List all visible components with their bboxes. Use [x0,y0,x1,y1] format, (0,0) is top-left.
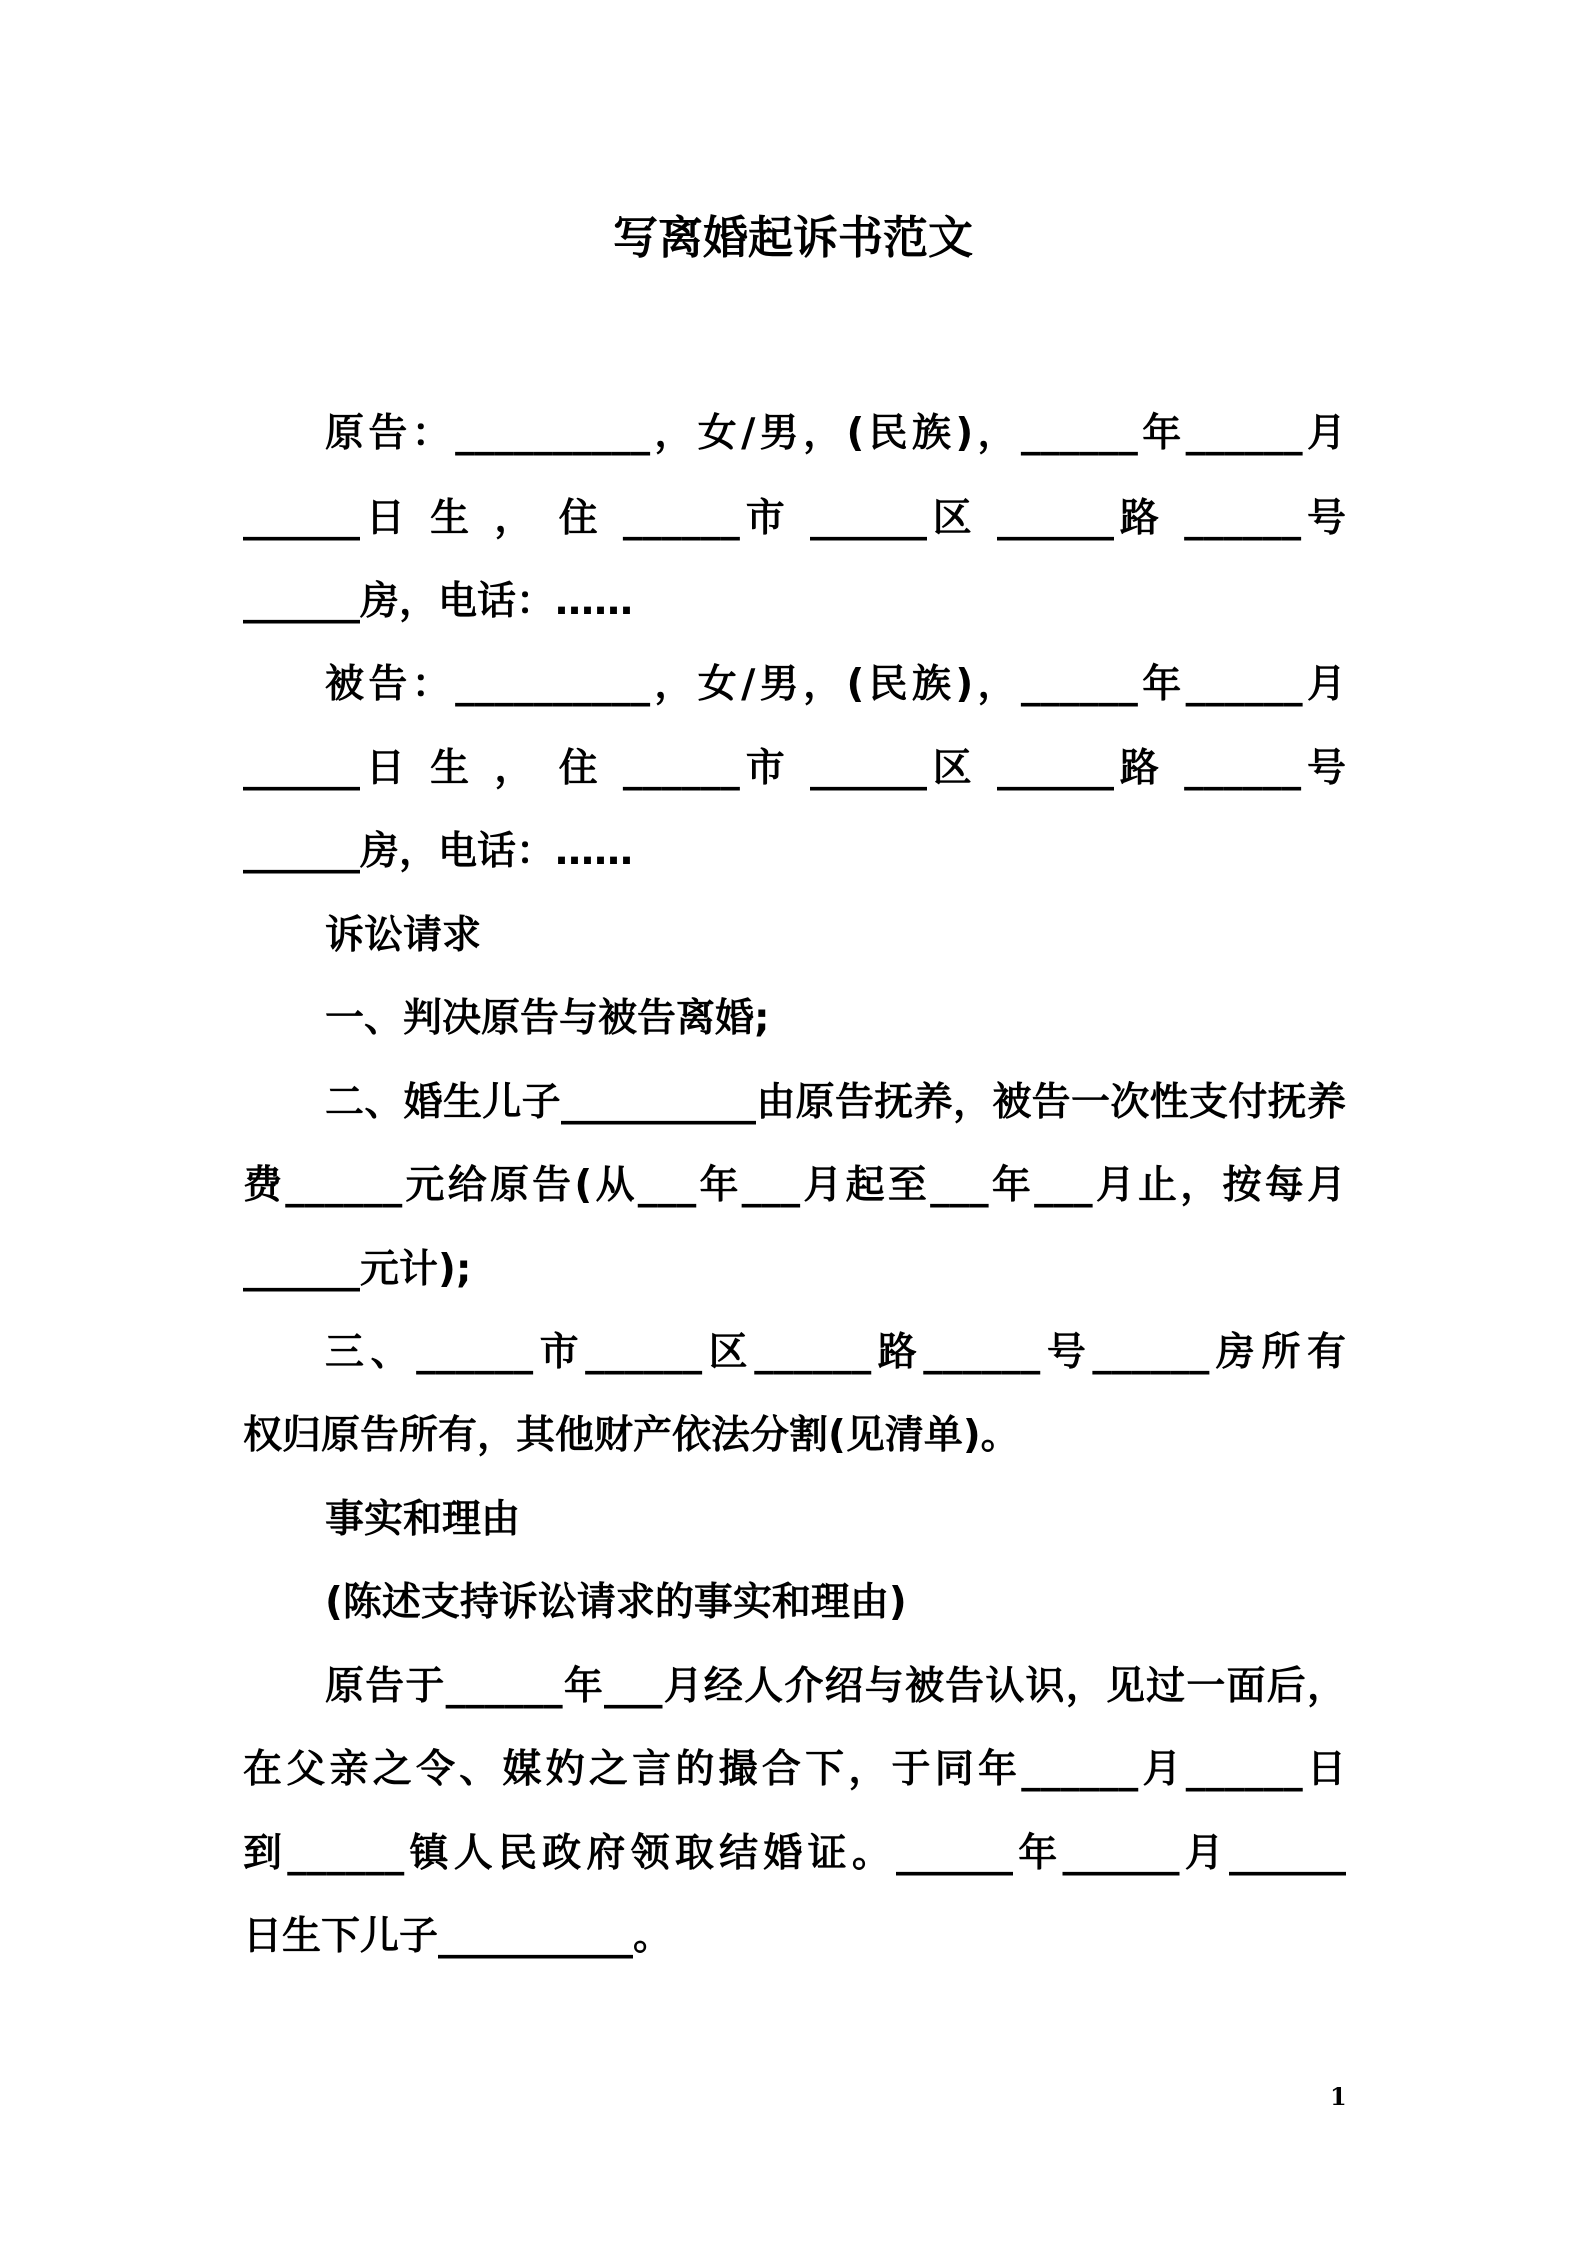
claim-2-line-3: ______元计); [243,1247,472,1292]
plaintiff-line-1: 原告：__________，女/男，(民族)，______年______月 [325,411,1346,456]
facts-line-3: 到______镇人民政府领取结婚证。______年______月______ [243,1831,1346,1876]
facts-heading: 事实和理由 [325,1497,521,1542]
claim-2-line-2: 费______元给原告(从___年___月起至___年___月止，按每月 [243,1163,1346,1208]
claim-1: 一、判决原告与被告离婚; [325,996,770,1041]
facts-line-1: 原告于______年___月经人介绍与被告认识，见过一面后， [325,1664,1346,1709]
page-number: 1 [1330,2082,1347,2111]
claim-3-line-2: 权归原告所有，其他财产依法分割(见清单)。 [243,1413,1020,1458]
document-title: 写离婚起诉书范文 [612,211,973,264]
facts-line-2: 在父亲之令、媒妁之言的撮合下，于同年______月______日 [243,1747,1346,1792]
claim-2-line-1: 二、婚生儿子__________由原告抚养，被告一次性支付抚养 [325,1080,1346,1125]
claims-heading: 诉讼请求 [325,913,482,958]
plaintiff-line-3: ______房，电话：…… [243,579,634,624]
facts-line-4: 日生下儿子__________。 [243,1914,673,1959]
claim-3-line-1: 三、______市______区______路______号______房所有 [325,1330,1346,1375]
defendant-line-1: 被告：__________，女/男，(民族)，______年______月 [325,662,1346,707]
plaintiff-line-2: ______日 生 ， 住 ______市 ______区 ______路 ______号 [243,496,1346,541]
facts-note: (陈述支持诉讼请求的事实和理由) [325,1580,907,1625]
defendant-line-2: ______日 生 ， 住 ______市 ______区 ______路 ______号 [243,746,1346,791]
defendant-line-3: ______房，电话：…… [243,829,634,874]
